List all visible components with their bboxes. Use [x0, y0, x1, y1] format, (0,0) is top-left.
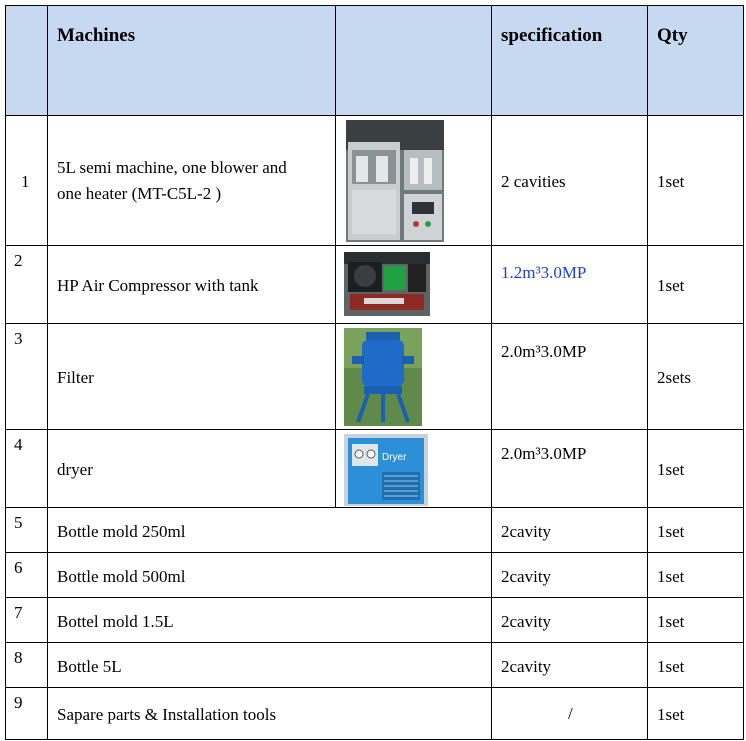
header-machines-cell: [47, 6, 335, 115]
machine-name: Sapare parts & Installation tools: [57, 705, 277, 724]
header-picture-cell: [335, 6, 491, 115]
specification-value: 1.2m³3.0MP: [501, 263, 587, 282]
header-specification: specification: [501, 25, 603, 46]
dryer-photo-label: Dryer: [382, 452, 407, 463]
table-header-row: [5, 5, 744, 115]
row-number: 3: [14, 329, 23, 348]
row-number: 2: [14, 251, 23, 270]
equipment-table: [5, 5, 744, 740]
qty-value: 1set: [657, 657, 685, 676]
machine-name: Filter: [57, 368, 94, 387]
header-machines: Machines: [57, 25, 136, 46]
table-row: [5, 552, 744, 597]
semi-auto-blow-molding-machine-photo: [346, 120, 444, 242]
air-dryer-photo: [344, 434, 428, 506]
header-qty: Qty: [657, 25, 688, 46]
qty-value: 1set: [657, 705, 685, 724]
table-row: [5, 642, 744, 687]
air-compressor-photo: [344, 252, 430, 316]
qty-value: 1set: [657, 612, 685, 631]
machine-name: Bottel mold 1.5L: [57, 612, 174, 631]
table-row: [5, 323, 744, 429]
specification-value: 2cavity: [501, 657, 552, 676]
specification-value: 2.0m³3.0MP: [501, 444, 587, 463]
qty-value: 1set: [657, 522, 685, 541]
qty-value: 1set: [657, 276, 685, 295]
table-row: [5, 507, 744, 552]
specification-value: 2cavity: [501, 522, 552, 541]
header-specification-cell: [491, 6, 647, 115]
table-row: [5, 597, 744, 642]
specification-value: 2cavity: [501, 612, 552, 631]
machine-name: 5L semi machine, one blower and: [57, 158, 287, 177]
row-number: 1: [21, 172, 30, 191]
machine-name: Bottle mold 500ml: [57, 567, 186, 586]
header-no-cell: [5, 6, 47, 115]
table-row: [5, 115, 744, 245]
qty-value: 2sets: [657, 368, 691, 387]
header-qty-cell: [647, 6, 744, 115]
qty-value: 1set: [657, 460, 685, 479]
machine-name: dryer: [57, 460, 93, 479]
row-number: 7: [14, 603, 23, 622]
row-number: 8: [14, 648, 23, 667]
specification-value: 2 cavities: [501, 172, 566, 191]
row-number: 6: [14, 558, 23, 577]
table-row: [5, 245, 744, 323]
machine-name: HP Air Compressor with tank: [57, 276, 259, 295]
table-row: [5, 429, 744, 507]
machine-name-line2: one heater (MT-C5L-2 ): [57, 184, 222, 203]
qty-value: 1set: [657, 567, 685, 586]
specification-value: 2.0m³3.0MP: [501, 342, 587, 361]
qty-value: 1set: [657, 172, 685, 191]
row-number: 4: [14, 435, 23, 454]
specification-value: 2cavity: [501, 567, 552, 586]
row-number: 5: [14, 513, 23, 532]
blue-filter-tank-photo: [344, 328, 422, 426]
specification-value: /: [568, 704, 573, 723]
machine-name: Bottle mold 250ml: [57, 522, 186, 541]
table-row: [5, 687, 744, 740]
row-number: 9: [14, 693, 23, 712]
machine-name: Bottle 5L: [57, 657, 122, 676]
